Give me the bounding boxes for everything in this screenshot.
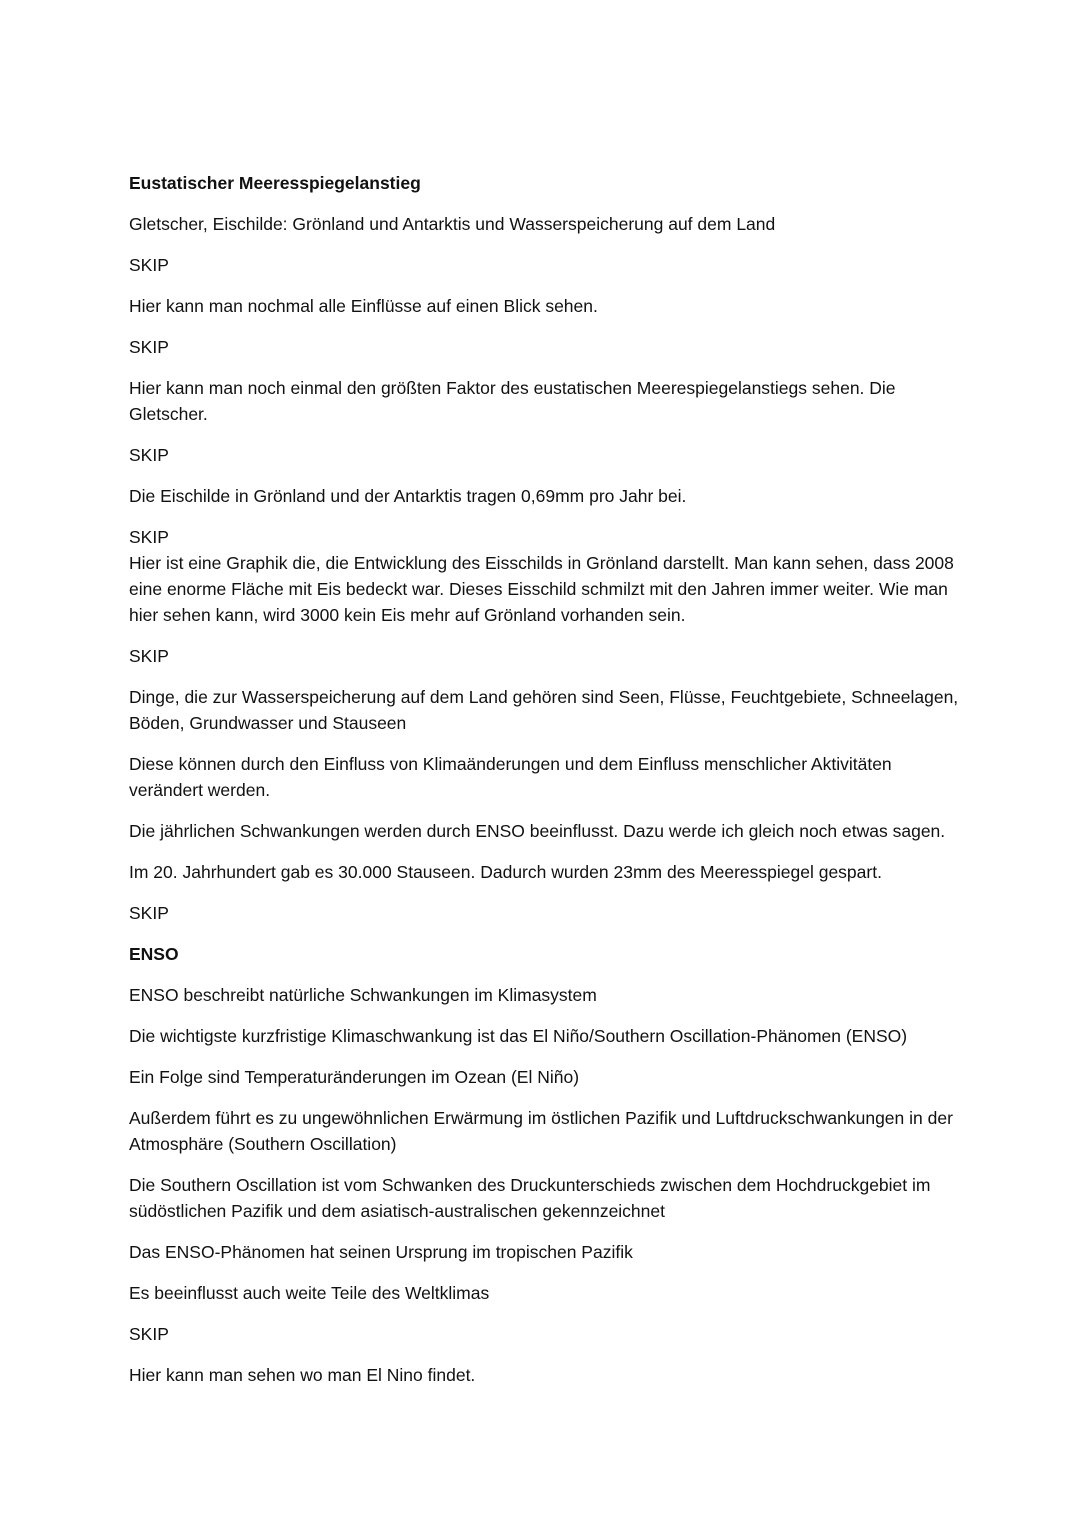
skip-marker: SKIP (129, 255, 169, 275)
paragraph: Im 20. Jahrhundert gab es 30.000 Stauseen. Dadurch wurden 23mm des Meeresspiegel gespart. (129, 862, 882, 882)
skip-marker: SKIP (129, 646, 169, 666)
section-heading-eustatic: Eustatischer Meeresspiegelanstieg (129, 173, 421, 193)
paragraph: Die wichtigste kurzfristige Klimaschwankung ist das El Niño/Southern Oscillation-Phänomen (ENSO) (129, 1026, 908, 1046)
paragraph: Es beeinflusst auch weite Teile des Weltklimas (129, 1283, 490, 1303)
paragraph: Diese können durch den Einfluss von Klimaänderungen und dem Einfluss menschlicher Aktivitäten verändert werden. (129, 754, 892, 800)
paragraph: Hier kann man noch einmal den größten Faktor des eustatischen Meerespiegelanstiegs sehen. Die Gletscher. (129, 378, 896, 424)
skip-marker: SKIP (129, 903, 169, 923)
paragraph: Ein Folge sind Temperaturänderungen im Ozean (El Niño) (129, 1067, 580, 1087)
skip-marker: SKIP (129, 445, 169, 465)
paragraph: Die jährlichen Schwankungen werden durch ENSO beeinflusst. Dazu werde ich gleich noch etwas sagen. (129, 821, 946, 841)
section-heading-enso: ENSO (129, 944, 179, 964)
paragraph: Hier ist eine Graphik die, die Entwicklung des Eisschilds in Grönland darstellt. Man kann sehen, dass 2008 eine enorme Fläche mit Eis bedeckt war. Dieses Eisschild schmilzt mit den Jahren immer weiter. Wie man hier sehen kann, wird 3000 kein Eis mehr auf Grönland vorhanden sein. (129, 553, 954, 625)
paragraph: Das ENSO-Phänomen hat seinen Ursprung im tropischen Pazifik (129, 1242, 633, 1262)
paragraph: ENSO beschreibt natürliche Schwankungen im Klimasystem (129, 985, 597, 1005)
skip-marker: SKIP (129, 337, 169, 357)
paragraph: Die Eischilde in Grönland und der Antarktis tragen 0,69mm pro Jahr bei. (129, 486, 687, 506)
document-body (129, 170, 959, 1403)
paragraph: Gletscher, Eischilde: Grönland und Antarktis und Wasserspeicherung auf dem Land (129, 214, 776, 234)
skip-marker: SKIP (129, 527, 169, 547)
paragraph: Dinge, die zur Wasserspeicherung auf dem Land gehören sind Seen, Flüsse, Feuchtgebiete, Schneelagen, Böden, Grundwasser und Stauseen (129, 687, 959, 733)
skip-marker: SKIP (129, 1324, 169, 1344)
paragraph: Außerdem führt es zu ungewöhnlichen Erwärmung im östlichen Pazifik und Luftdruckschwankungen in der Atmosphäre (Southern Oscillation) (129, 1108, 953, 1154)
paragraph: Hier kann man nochmal alle Einflüsse auf einen Blick sehen. (129, 296, 598, 316)
paragraph: Die Southern Oscillation ist vom Schwanken des Druckunterschieds zwischen dem Hochdruckgebiet im südöstlichen Pazifik und dem asiatisch-australischen gekennzeichnet (129, 1175, 931, 1221)
paragraph: Hier kann man sehen wo man El Nino findet. (129, 1365, 476, 1385)
